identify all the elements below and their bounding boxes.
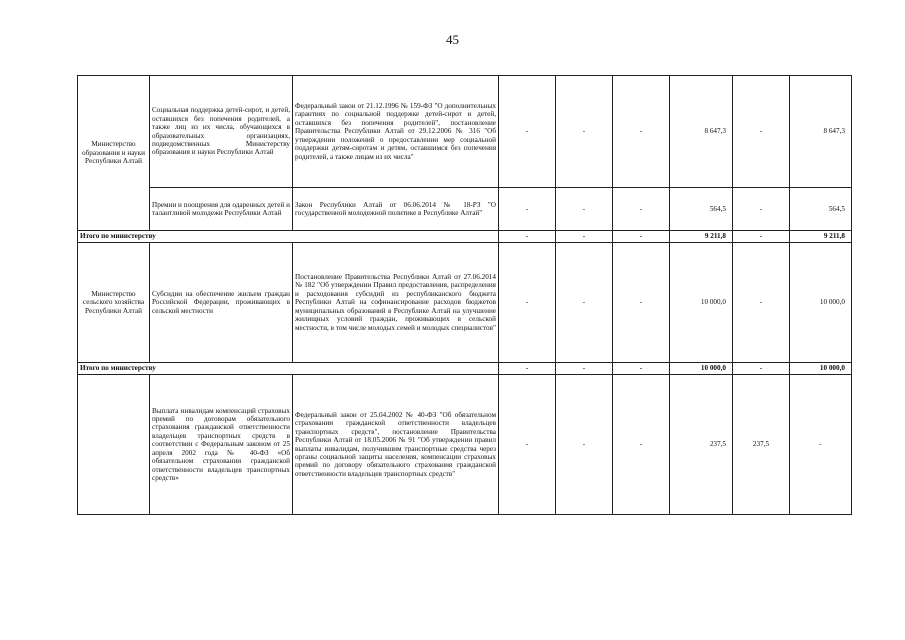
amount-cell: - <box>556 375 613 515</box>
legal-basis-cell: Постановление Правительства Республики Алтай от 27.06.2014 № 182 "Об утверждении Правил предоставления, распределения и расходования субсидий из республиканского бюджета Республики Алтай на софинансирование расходов бюджетов муниципальных образований в Республике Алтай на улучшение жилищных условий граждан, проживающих в сельской местности, в том числе молодых семей и молодых специалистов" <box>293 243 499 363</box>
total-cell: - <box>733 363 790 375</box>
table-row <box>78 375 852 515</box>
amount-cell: - <box>733 188 790 231</box>
total-cell: 9 211,8 <box>670 231 733 243</box>
purpose-cell: Социальная поддержка детей-сирот, и детей, оставшихся без попечения родителей, а также лиц из их числа, обучающихся в образовательных организациях, подведомственных Министерству образования и науки Республики Алтай <box>150 76 293 188</box>
page-number: 45 <box>446 32 459 47</box>
amount-cell: - <box>556 188 613 231</box>
amount-cell: - <box>733 243 790 363</box>
purpose-cell: Премии и поощрения для одаренных детей и талантливой молодежи Республики Алтай <box>150 188 293 231</box>
amount-cell: - <box>790 375 852 515</box>
ministry-cell <box>78 375 150 515</box>
total-cell: - <box>733 231 790 243</box>
total-label: Итого по министерству <box>78 363 499 375</box>
amount-cell: 237,5 <box>670 375 733 515</box>
amount-cell: 10 000,0 <box>670 243 733 363</box>
ministry-cell: Министерство сельского хозяйства Республики Алтай <box>78 243 150 363</box>
total-row <box>78 363 852 375</box>
total-cell: 10 000,0 <box>790 363 852 375</box>
amount-cell: 8 647,3 <box>790 76 852 188</box>
amount-cell: 8 647,3 <box>670 76 733 188</box>
amount-cell: - <box>613 76 670 188</box>
amount-cell: - <box>556 76 613 188</box>
amount-cell: 10 000,0 <box>790 243 852 363</box>
amount-cell: - <box>499 76 556 188</box>
table-row <box>78 76 852 188</box>
purpose-cell: Субсидии на обеспечение жильем граждан Российской Федерации, проживающих в сельской местности <box>150 243 293 363</box>
total-cell: - <box>613 231 670 243</box>
amount-cell: - <box>613 243 670 363</box>
table-row <box>78 243 852 363</box>
total-cell: 9 211,8 <box>790 231 852 243</box>
purpose-cell: Выплата инвалидам компенсаций страховых премий по договорам обязательного страхования гражданской ответственности владельцев транспортных средств в соответствии с Федеральным законом от 25 апреля 2002 года № 40-ФЗ «Об обязательном страховании гражданской ответственности владельцев транспортных средств» <box>150 375 293 515</box>
total-cell: - <box>613 363 670 375</box>
total-cell: - <box>499 231 556 243</box>
legal-basis-cell: Закон Республики Алтай от 06.06.2014 № 18-РЗ "О государственной молодежной политике в Республике Алтай" <box>293 188 499 231</box>
budget-table <box>77 75 852 515</box>
total-cell: - <box>499 363 556 375</box>
total-cell: - <box>556 231 613 243</box>
amount-cell: 237,5 <box>733 375 790 515</box>
amount-cell: - <box>556 243 613 363</box>
ministry-cell: Министерство образования и науки Республики Алтай <box>78 76 150 231</box>
total-cell: - <box>556 363 613 375</box>
amount-cell: 564,5 <box>790 188 852 231</box>
table-row <box>78 188 852 231</box>
amount-cell: - <box>499 188 556 231</box>
total-row <box>78 231 852 243</box>
amount-cell: 564,5 <box>670 188 733 231</box>
amount-cell: - <box>499 243 556 363</box>
amount-cell: - <box>733 76 790 188</box>
total-label: Итого по министерству <box>78 231 499 243</box>
amount-cell: - <box>499 375 556 515</box>
legal-basis-cell: Федеральный закон от 21.12.1996 № 159-ФЗ "О дополнительных гарантиях по социальной поддержке детей-сирот и детей, оставшихся без попечения родителей", постановление Правительства Республики Алтай от 29.12.2006 № 316 "Об утверждении положений о предоставлении мер социальной поддержки детям-сиротам и детям, оставшимся без попечения родителей, а также лицам из их числа" <box>293 76 499 188</box>
total-cell: 10 000,0 <box>670 363 733 375</box>
legal-basis-cell: Федеральный закон от 25.04.2002 № 40-ФЗ "Об обязательном страховании гражданской ответственности владельцев транспортных средств", постановление Правительства Республики Алтай от 18.05.2006 № 91 "Об утверждении правил выплаты инвалидам, получившим транспортные средства через органы социальной защиты населения, компенсации страховых премий по договору обязательного страхования гражданской ответственности владельцев транспортных средств" <box>293 375 499 515</box>
amount-cell: - <box>613 188 670 231</box>
amount-cell: - <box>613 375 670 515</box>
